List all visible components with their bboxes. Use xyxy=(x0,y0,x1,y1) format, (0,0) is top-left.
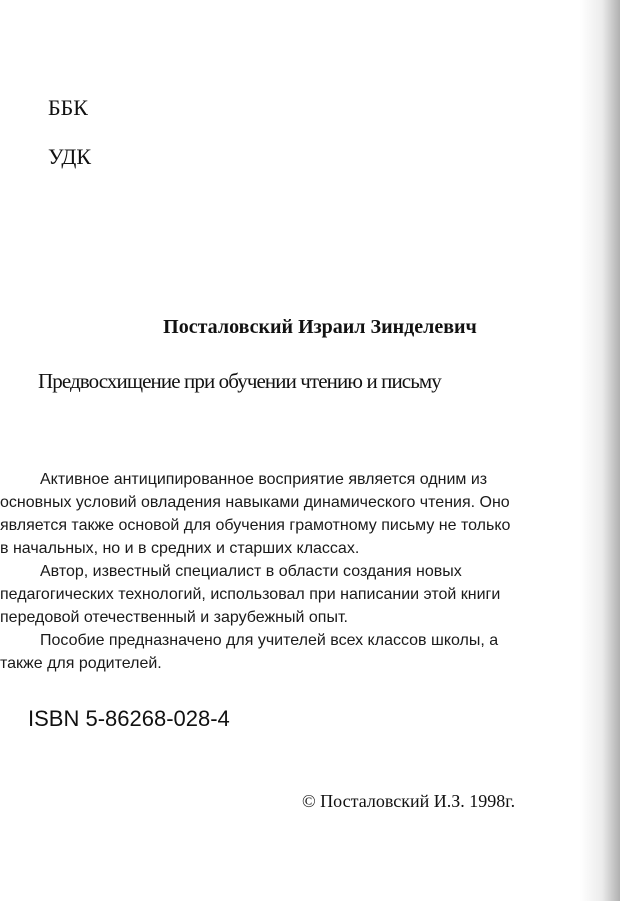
udk-label: УДК xyxy=(48,144,92,169)
page-edge-shadow xyxy=(580,0,620,901)
book-title: Предвосхищение при обучении чтению и письму xyxy=(38,369,441,393)
abstract xyxy=(0,468,520,675)
abstract-line: передовой отечественный и зарубежный опыт. xyxy=(0,609,348,626)
isbn-number: ISBN 5-86268-028-4 xyxy=(28,706,230,731)
copyright-notice: © Посталовский И.З. 1998г. xyxy=(302,791,516,811)
bbk-label: ББК xyxy=(48,95,88,120)
abstract-line: педагогических технологий, использовал при написании этой книги xyxy=(0,586,501,603)
abstract-line: является также основой для обучения грамотному письму не только xyxy=(0,517,511,534)
abstract-line: также для родителей. xyxy=(0,655,162,672)
abstract-line: Пособие предназначено для учителей всех классов школы, а xyxy=(40,632,499,649)
abstract-line: основных условий овладения навыками динамического чтения. Оно xyxy=(0,494,510,511)
author-name: Посталовский Израил Зинделевич xyxy=(163,316,477,338)
abstract-line: Активное антиципированное восприятие является одним из xyxy=(40,471,488,488)
abstract-line: в начальных, но и в средних и старших классах. xyxy=(0,540,360,557)
abstract-line: Автор, известный специалист в области создания новых xyxy=(40,563,462,580)
